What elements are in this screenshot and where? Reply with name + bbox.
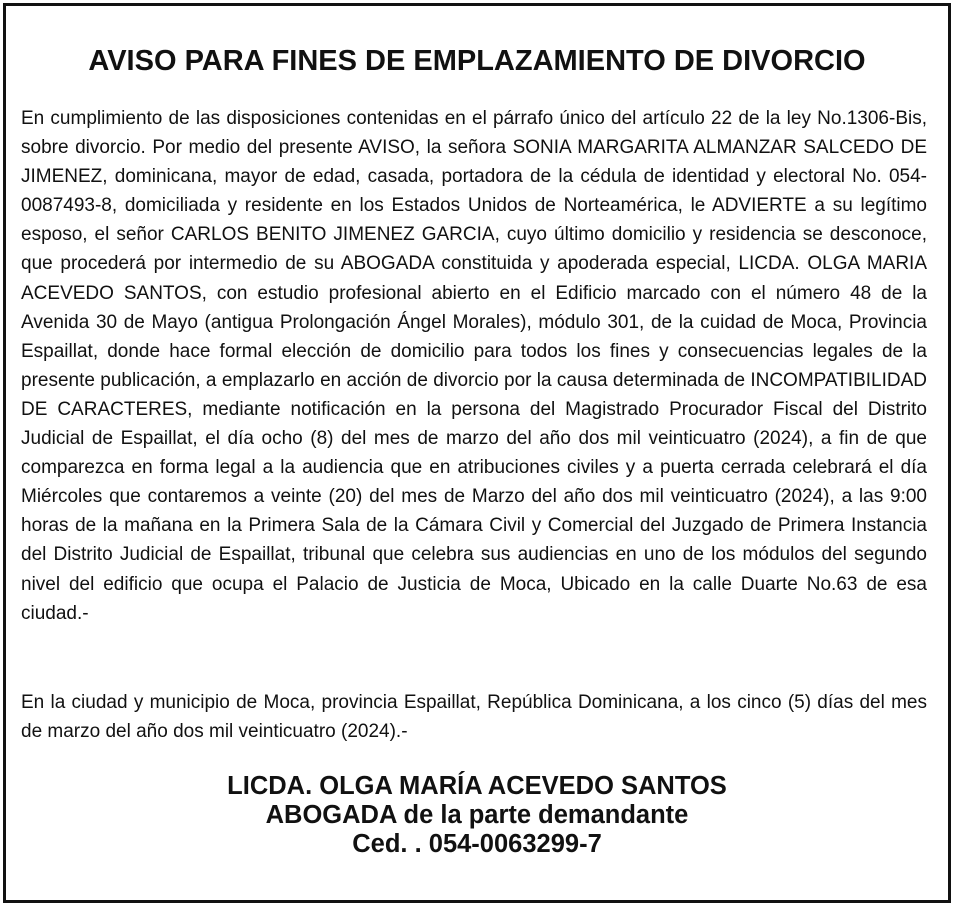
notice-closing-paragraph: En la ciudad y municipio de Moca, provincia Espaillat, República Dominicana, a los cinco (5) días del mes de marzo del año dos mil veinticuatro (2024).- bbox=[21, 692, 927, 743]
notice-title: AVISO PARA FINES DE EMPLAZAMIENTO DE DIVORCIO bbox=[88, 45, 866, 77]
signature-block bbox=[0, 772, 954, 859]
signature-role: ABOGADA de la parte demandante bbox=[265, 801, 689, 829]
signature-name: LICDA. OLGA MARÍA ACEVEDO SANTOS bbox=[227, 772, 727, 800]
notice-body-paragraph: En cumplimiento de las disposiciones contenidas en el párrafo único del artículo 22 de la ley No.1306-Bis, sobre divorcio. Por medio del presente AVISO, la señora SONIA MARGARITA ALMANZAR SALCEDO DE JIMENEZ, dominicana, mayor de edad, casada, portadora de la cédula de identidad y electoral No. 054-0087493-8, domiciliada y residente en los Estados Unidos de Norteamérica, le ADVIERTE a su legítimo esposo, el señor CARLOS BENITO JIMENEZ GARCIA, cuyo último domicilio y residencia se desconoce, que procederá por intermedio de su ABOGADA constituida y apoderada especial, LICDA. OLGA MARIA ACEVEDO SANTOS, con estudio profesional abierto en el Edificio marcado con el número 48 de la Avenida 30 de Mayo (antigua Prolongación Ángel Morales), módulo 301, de la cuidad de Moca, Provincia Espaillat, donde hace formal elección de domicilio para todos los fines y consecuencias legales de la presente publicación, a emplazarlo en acción de divorcio por la causa determinada de INCOMPATIBILIDAD DE CARACTERES, mediante notificación en la persona del Magistrado Procurador Fiscal del Distrito Judicial de Espaillat, el día ocho (8) del mes de marzo del año dos mil veinticuatro (2024), a fin de que comparezca en forma legal a la audiencia que en atribuciones civiles y a puerta cerrada celebrará el día Miércoles que contaremos a veinte (20) del mes de Marzo del año dos mil veinticuatro (2024), a las 9:00 horas de la mañana en la Primera Sala de la Cámara Civil y Comercial del Juzgado de Primera Instancia del Distrito Judicial de Espaillat, tribunal que celebra sus audiencias en uno de los módulos del segundo nivel del edificio que ocupa el Palacio de Justicia de Moca, Ubicado en la calle Duarte No.63 de esa ciudad.- bbox=[21, 108, 927, 624]
signature-id: Ced. . 054-0063299-7 bbox=[352, 830, 602, 858]
